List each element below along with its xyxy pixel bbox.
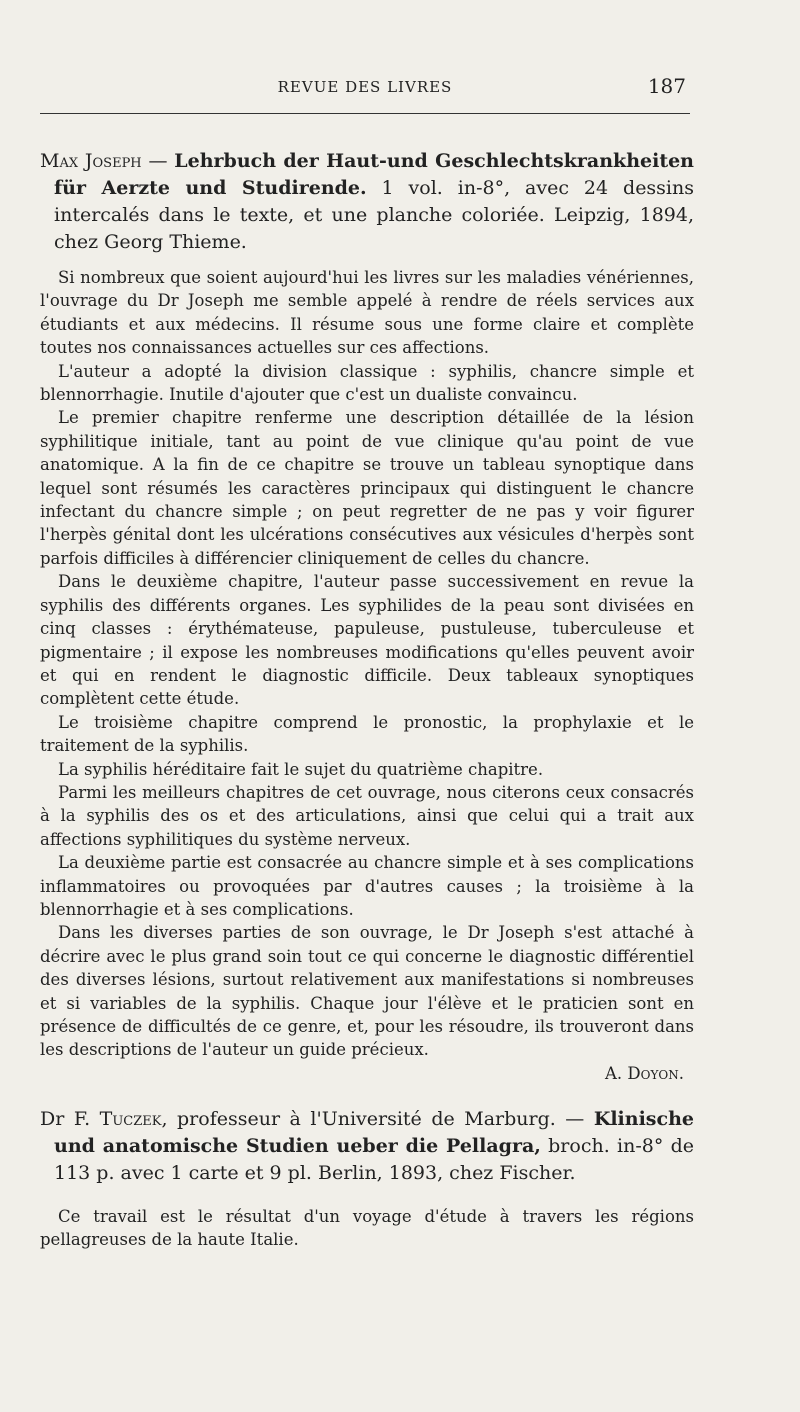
review-1-dash: — xyxy=(141,150,175,172)
review-1-paragraph: Parmi les meilleurs chapitres de cet ouvrage, nous citerons ceux consacrés à la syphilis des os et des articulations, ainsi que celui qui a trait aux affections syphilitiques du système nerveux. xyxy=(40,782,694,849)
review-1-signature xyxy=(40,1062,694,1086)
review-1-paragraph: Le troisième chapitre comprend le pronostic, la prophylaxie et le traitement de la syphilis. xyxy=(40,712,694,756)
review-1-paragraph: Si nombreux que soient aujourd'hui les livres sur les maladies vénériennes, l'ouvrage du Dr Joseph me semble appelé à rendre de réels services aux étudiants et aux médecins. Il résume sous une forme claire et complète toutes nos connaissances actuelles sur ces affections. xyxy=(40,268,694,358)
review-1-heading xyxy=(40,148,694,256)
review-1-paragraph: Le premier chapitre renferme une description détaillée de la lésion syphilitique initiale, tant au point de vue clinique qu'au point de vue anatomique. A la fin de ce chapitre se trouve un tableau synoptique dans lequel sont résumés les caractères principaux qui distinguent le chancre infectant du chancre simple ; on peut regretter de ne pas y voir figurer l'herpès génital dont les ulcérations consécutives aux vésicules d'herpès sont parfois difficiles à différencier cliniquement de celles du chancre. xyxy=(40,408,694,568)
review-1-title: Lehrbuch der Haut-und Geschlechtskrankheiten für Aerzte und Studirende. xyxy=(54,150,694,199)
review-1-details: 1 vol. in-8°, avec 24 dessins intercalés dans le texte, et une planche coloriée. Leipzig, 1894, chez Georg Thieme. xyxy=(54,177,694,253)
page-content xyxy=(40,148,694,1252)
signature-text: A. Doyon. xyxy=(605,1063,684,1083)
review-2-author: F. Tuczek xyxy=(73,1107,162,1130)
running-title: REVUE DES LIVRES xyxy=(277,78,453,96)
running-head xyxy=(40,72,690,106)
review-1-paragraph: La syphilis héréditaire fait le sujet du quatrième chapitre. xyxy=(58,759,544,779)
review-2-title: Klinische und anatomische Studien ueber die Pellagra, xyxy=(54,1107,694,1157)
review-1-paragraph: Dans les diverses parties de son ouvrage, le Dr Joseph s'est attaché à décrire avec le plus grand soin tout ce qui concerne le diagnostic différentiel des diverses lésions, surtout relativement aux manifestations si nombreuses et si variables de la syphilis. Chaque jour l'élève et le praticien sont en présence de difficultés de ce genre, et, pour les résoudre, ils trouveront dans les descriptions de l'auteur un guide précieux. xyxy=(40,923,694,1060)
review-2-paragraph: Ce travail est le résultat d'un voyage d'étude à travers les régions pellagreuses de la haute Italie. xyxy=(40,1206,694,1250)
page-number: 187 xyxy=(647,74,686,98)
review-1-paragraph: L'auteur a adopté la division classique : syphilis, chancre simple et blennorrhagie. Inutile d'ajouter que c'est un dualiste convaincu. xyxy=(40,361,694,405)
review-2-body xyxy=(40,1205,694,1252)
review-2-author-prefix: Dr xyxy=(40,1107,65,1130)
review-2-affiliation: , professeur à l'Université de Marburg. — xyxy=(161,1107,594,1130)
review-1-paragraph: Dans le deuxième chapitre, l'auteur passe successivement en revue la syphilis des différents organes. Les syphilides de la peau sont divisées en cinq classes : érythémateuse, papuleuse, pustuleuse, tuberculeuse et pigmentaire ; il expose les nombreuses modifications qu'elles peuvent avoir et qui en rendent le diagnostic difficile. Deux tableaux synoptiques complètent cette étude. xyxy=(40,572,694,709)
review-1-author: Max Joseph xyxy=(40,150,142,172)
review-2-details: broch. in-8° de 113 p. avec 1 carte et 9 pl. Berlin, 1893, chez Fischer. xyxy=(54,1134,694,1184)
header-rule xyxy=(40,113,690,114)
review-1-body xyxy=(40,266,694,1086)
review-2-heading xyxy=(40,1106,694,1187)
review-1-paragraph: La deuxième partie est consacrée au chancre simple et à ses complications inflammatoires ou provoquées par d'autres causes ; la troisième à la blennorrhagie et à ses complications. xyxy=(40,853,694,919)
